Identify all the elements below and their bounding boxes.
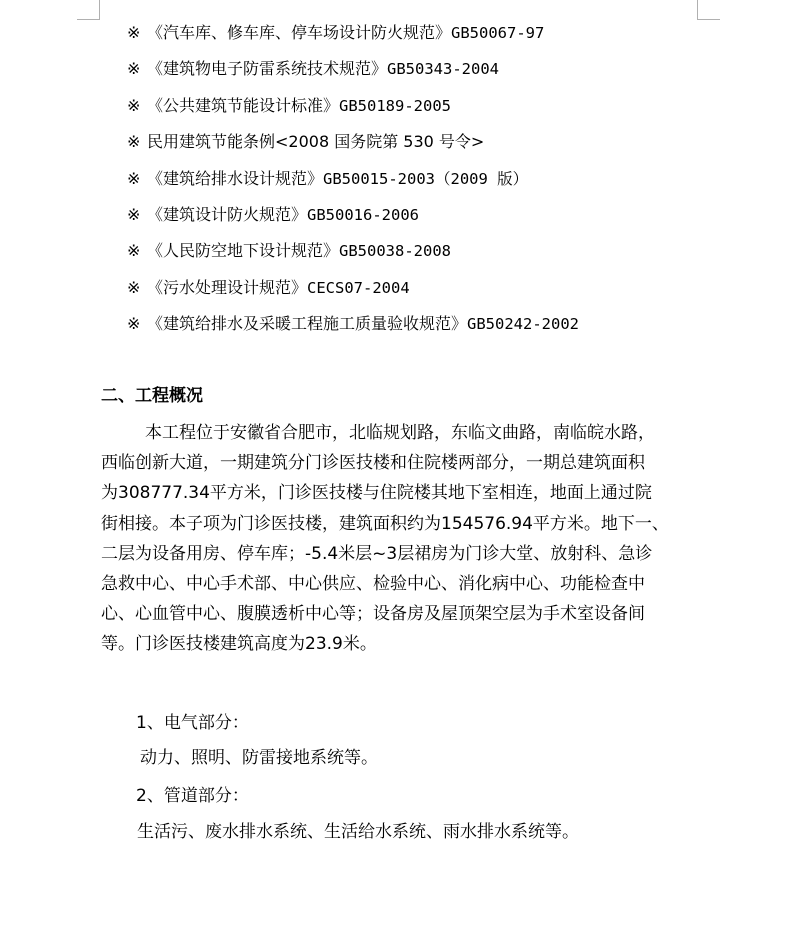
margin-corner-mark-right — [697, 0, 720, 20]
electrical-part-description: 动力、照明、防雷接地系统等。 — [140, 748, 378, 768]
paragraph-line: 等。门诊医技楼建筑高度为23.9米。 — [101, 634, 377, 655]
reference-item — [127, 202, 579, 238]
project-overview-paragraph — [101, 418, 701, 660]
section-heading: 二、工程概况 — [101, 386, 203, 406]
reference-item — [127, 93, 579, 129]
electrical-part-label: 1、电气部分： — [136, 713, 249, 733]
reference-mark: ※ — [127, 241, 141, 261]
reference-code: GB50016-2006 — [307, 205, 419, 224]
paragraph-line: 心、心血管中心、腹膜透析中心等；设备房及屋顶架空层为手术室设备间 — [101, 604, 645, 625]
reference-title: 《公共建筑节能设计标准》 — [147, 95, 340, 115]
reference-item — [127, 311, 579, 347]
reference-item — [127, 129, 579, 165]
reference-mark: ※ — [127, 277, 141, 297]
paragraph-line: 急救中心、中心手术部、中心供应、检验中心、消化病中心、功能检查中 — [101, 573, 645, 594]
reference-code: GB50067-97 — [451, 24, 545, 42]
reference-mark: ※ — [127, 23, 141, 42]
paragraph-line: 二层为设备用房、停车库；-5.4米层~3层裙房为门诊大堂、放射科、急诊 — [101, 543, 653, 564]
reference-code: GB50038-2008 — [339, 242, 451, 261]
reference-standards-list — [127, 20, 579, 348]
reference-title: 《汽车库、修车库、停车场设计防火规范》 — [147, 23, 452, 42]
reference-title: 《污水处理设计规范》 — [147, 277, 308, 297]
reference-title: 《建筑给排水设计规范》 — [147, 168, 324, 188]
reference-mark: ※ — [127, 95, 141, 115]
reference-item — [127, 238, 579, 274]
paragraph-line: 为308777.34平方米，门诊医技楼与住院楼其地下室相连，地面上通过院 — [101, 483, 652, 504]
paragraph-line: 本工程位于安徽省合肥市，北临规划路，东临文曲路，南临皖水路， — [145, 423, 655, 443]
paragraph-line: 街相接。本子项为门诊医技楼，建筑面积约为154576.94平方米。地下一、 — [101, 513, 669, 534]
reference-code: GB50343-2004 — [387, 60, 499, 79]
reference-item — [127, 166, 579, 202]
reference-mark: ※ — [127, 168, 141, 188]
reference-mark: ※ — [127, 132, 141, 152]
reference-mark: ※ — [127, 314, 141, 334]
reference-title: 民用建筑节能条例<2008 国务院第 530 号令> — [147, 132, 485, 152]
reference-title: 《建筑物电子防雷系统技术规范》 — [147, 59, 388, 79]
paragraph-line: 西临创新大道，一期建筑分门诊医技楼和住院楼两部分，一期总建筑面积 — [101, 453, 645, 474]
reference-mark: ※ — [127, 204, 141, 224]
reference-code: CECS07-2004 — [307, 278, 410, 297]
reference-code: GB50015-2003（2009 版） — [323, 169, 529, 188]
reference-title: 《建筑给排水及采暖工程施工质量验收规范》 — [147, 314, 468, 334]
reference-item — [127, 56, 579, 92]
reference-mark: ※ — [127, 59, 141, 79]
reference-code: GB50189-2005 — [339, 96, 451, 115]
reference-item — [127, 275, 579, 311]
reference-title: 《人民防空地下设计规范》 — [147, 241, 340, 261]
reference-code: GB50242-2002 — [467, 315, 579, 334]
margin-corner-mark-left — [77, 0, 100, 20]
piping-part-description: 生活污、废水排水系统、生活给水系统、雨水排水系统等。 — [137, 822, 579, 842]
reference-item — [127, 20, 579, 56]
piping-part-label: 2、管道部分： — [136, 786, 249, 806]
reference-title: 《建筑设计防火规范》 — [147, 204, 308, 224]
